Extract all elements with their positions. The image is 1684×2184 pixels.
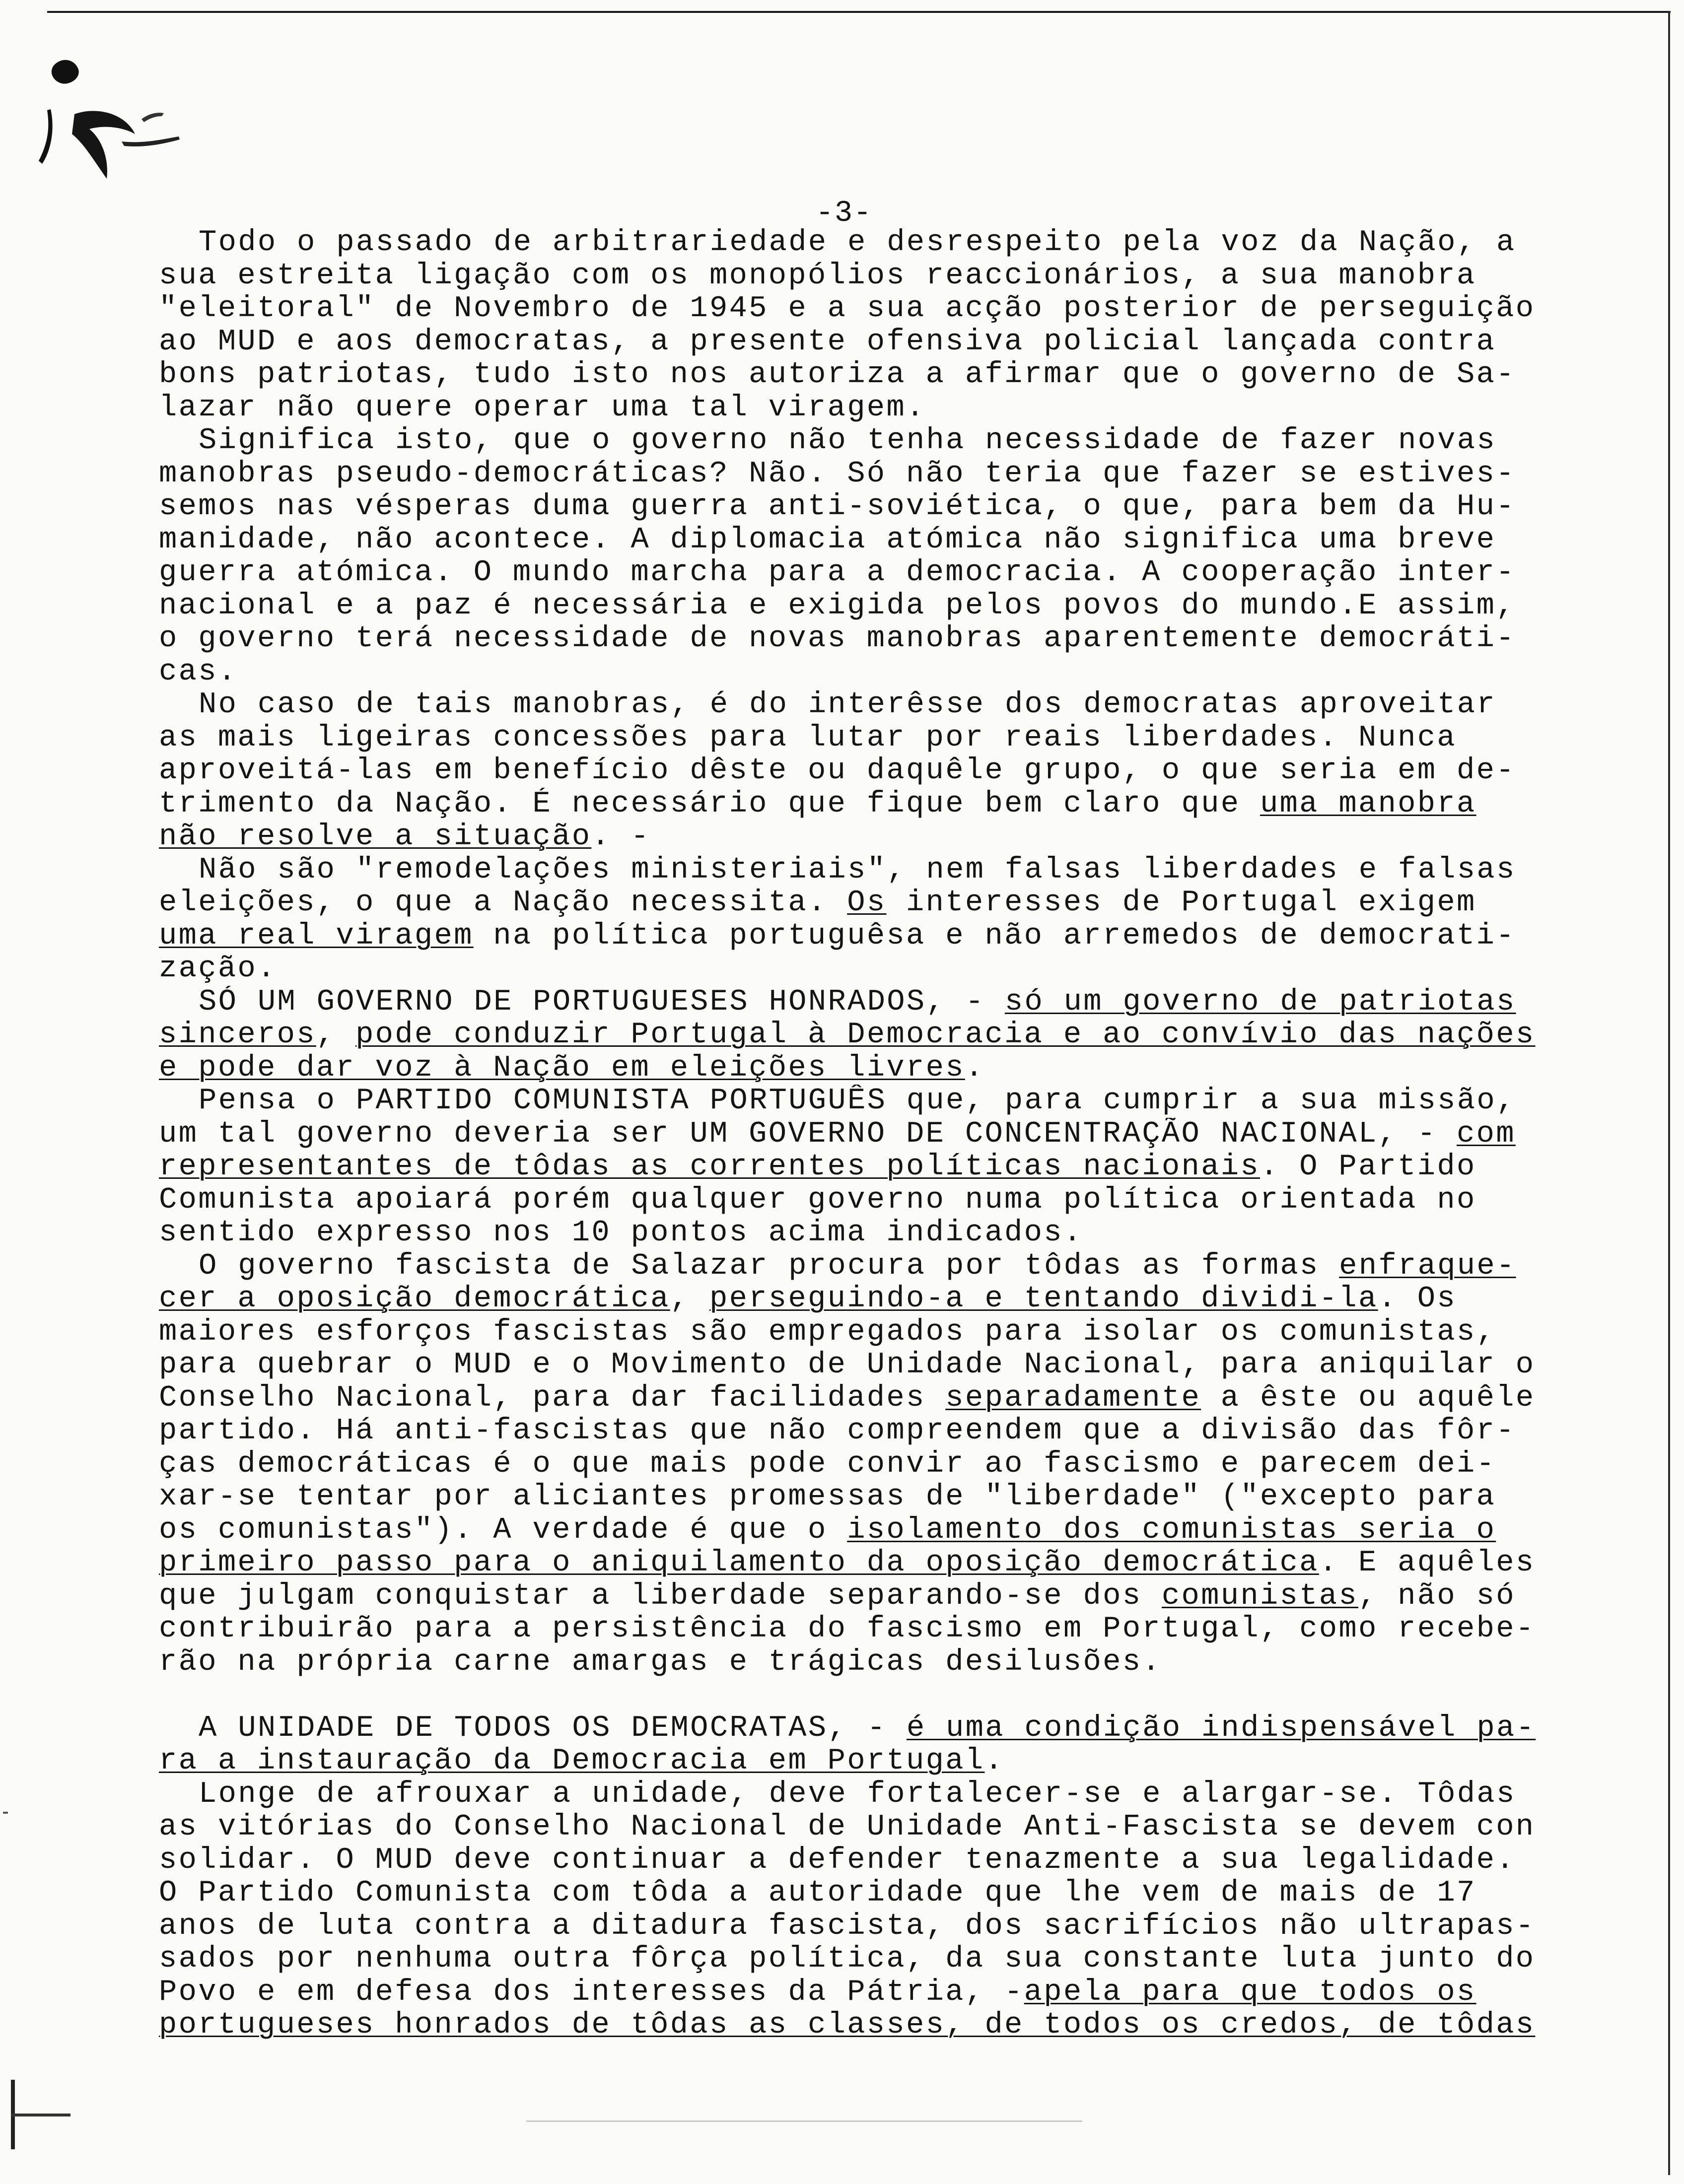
text-line bbox=[159, 1943, 1559, 1976]
line-text: Comunista apoiará porém qualquer governo numa política orientada no bbox=[159, 1183, 1476, 1217]
text-line bbox=[159, 590, 1559, 623]
text-line bbox=[159, 1844, 1559, 1877]
line-text: Significa isto, que o governo não tenha necessidade de fazer novas bbox=[199, 424, 1496, 458]
line-text: contribuirão para a persistência do fascismo em Portugal, como recebe- bbox=[159, 1613, 1536, 1646]
text-line bbox=[159, 392, 1559, 425]
text-line bbox=[159, 887, 1559, 920]
line-text: . Os bbox=[1378, 1283, 1457, 1316]
line-text: sua estreita ligação com os monopólios reaccionários, a sua manobra bbox=[159, 259, 1476, 292]
text-line bbox=[159, 1349, 1559, 1382]
line-text: Não são "remodelações ministeriais", nem falsas liberdades e falsas bbox=[199, 853, 1516, 887]
page-right-edge bbox=[1668, 11, 1670, 2175]
line-text: maiores esforços fascistas são empregados para isolar os comunistas, bbox=[159, 1315, 1496, 1349]
text-line bbox=[159, 1151, 1559, 1184]
text-line bbox=[159, 1910, 1559, 1943]
line-text: cas. bbox=[159, 655, 238, 688]
page-top-edge bbox=[47, 11, 1671, 13]
text-line bbox=[159, 490, 1559, 524]
line-text: O Partido Comunista com tôda a autoridade que lhe vem de mais de 17 bbox=[159, 1877, 1476, 1910]
underlined-text: separadamente bbox=[945, 1381, 1201, 1415]
text-line bbox=[159, 358, 1559, 392]
line-text: Povo e em defesa dos interesses da Pátria, - bbox=[159, 1976, 1024, 2009]
text-line bbox=[159, 788, 1559, 821]
page-number: -3- bbox=[815, 197, 873, 230]
line-text: . E aquêles bbox=[1319, 1547, 1536, 1580]
underlined-text: uma manobra bbox=[1260, 787, 1476, 820]
text-line bbox=[159, 2009, 1559, 2042]
text-line bbox=[159, 754, 1559, 788]
text-line bbox=[159, 1976, 1559, 2009]
underlined-text: ra a instauração da Democracia em Portugal bbox=[159, 1745, 985, 1778]
text-line bbox=[159, 986, 1559, 1019]
paragraph-gap bbox=[159, 1679, 1559, 1712]
line-text: que julgam conquistar a liberdade separando-se dos bbox=[159, 1579, 1162, 1613]
line-text: , não só bbox=[1358, 1579, 1516, 1613]
underlined-text: representantes de tôdas as correntes políticas nacionais bbox=[159, 1151, 1260, 1184]
underlined-text: e pode dar voz à Nação em eleições livres bbox=[159, 1051, 965, 1085]
line-text: lazar não quere operar uma tal viragem. bbox=[159, 391, 926, 424]
text-line bbox=[159, 1778, 1559, 1811]
line-text: xar-se tentar por aliciantes promessas de "liberdade" ("excepto para bbox=[159, 1481, 1496, 1514]
underlined-text: é uma condição indispensável pa- bbox=[906, 1711, 1536, 1745]
text-line bbox=[159, 1580, 1559, 1613]
text-line bbox=[159, 1415, 1559, 1448]
text-line bbox=[159, 524, 1559, 557]
line-text: os comunistas"). A verdade é que o bbox=[159, 1513, 847, 1547]
text-line bbox=[159, 424, 1559, 458]
line-text: as mais ligeiras concessões para lutar por reais liberdades. Nunca bbox=[159, 721, 1457, 754]
line-text: as vitórias do Conselho Nacional de Unidade Anti-Fascista se devem con bbox=[159, 1811, 1536, 1844]
line-text: anos de luta contra a ditadura fascista, dos sacrifícios não ultrapas- bbox=[159, 1910, 1536, 1943]
text-line bbox=[159, 1712, 1559, 1745]
line-text: Longe de afrouxar a unidade, deve fortalecer-se e alargar-se. Tôdas bbox=[199, 1777, 1516, 1811]
footer-rule bbox=[526, 2120, 1082, 2122]
underlined-text: portugueses honrados de tôdas as classes, de todos os credos, de tôdas bbox=[159, 2009, 1536, 2042]
text-line bbox=[159, 1646, 1559, 1679]
text-line bbox=[159, 953, 1559, 986]
line-text: sentido expresso nos 10 pontos acima indicados. bbox=[159, 1217, 1083, 1250]
line-text: . O Partido bbox=[1260, 1151, 1476, 1184]
line-text: aproveitá-las em benefício dêste ou daquêle grupo, o que seria em de- bbox=[159, 754, 1516, 788]
line-text: manobras pseudo-democráticas? Não. Só não teria que fazer se estives- bbox=[159, 457, 1516, 490]
text-line bbox=[159, 1547, 1559, 1580]
text-line bbox=[159, 920, 1559, 953]
text-line bbox=[159, 292, 1559, 326]
text-line bbox=[159, 1217, 1559, 1250]
text-line bbox=[159, 1052, 1559, 1085]
line-text: solidar. O MUD deve continuar a defender tenazmente a sua legalidade. bbox=[159, 1843, 1516, 1877]
text-line bbox=[159, 1118, 1559, 1151]
underlined-text: isolamento dos comunistas seria o bbox=[847, 1513, 1496, 1547]
text-line bbox=[159, 1481, 1559, 1514]
text-line bbox=[159, 688, 1559, 722]
underlined-text: pode conduzir Portugal à Democracia e ao convívio das nações bbox=[355, 1019, 1536, 1052]
line-text: interesses de Portugal exigem bbox=[886, 887, 1476, 920]
margin-tick bbox=[3, 1812, 8, 1814]
line-text: na política portuguêsa e não arremedos de democrati- bbox=[473, 919, 1516, 953]
text-line bbox=[159, 1283, 1559, 1316]
text-line bbox=[159, 1613, 1559, 1646]
text-line bbox=[159, 458, 1559, 491]
text-line bbox=[159, 226, 1559, 260]
text-line bbox=[159, 1019, 1559, 1052]
text-line bbox=[159, 1745, 1559, 1778]
line-text: No caso de tais manobras, é do interêsse dos democratas aproveitar bbox=[199, 688, 1496, 722]
text-line bbox=[159, 556, 1559, 590]
line-text: para quebrar o MUD e o Movimento de Unidade Nacional, para aniquilar o bbox=[159, 1349, 1536, 1382]
line-text: ças democráticas é o que mais pode convir ao fascismo e parecem dei- bbox=[159, 1447, 1496, 1481]
underlined-text: cer a oposição democrática bbox=[159, 1283, 670, 1316]
line-text: A UNIDADE DE TODOS OS DEMOCRATAS, - bbox=[199, 1711, 907, 1745]
underlined-text: com bbox=[1457, 1117, 1516, 1151]
binding-mark-bottom bbox=[11, 2114, 70, 2116]
text-line bbox=[159, 1316, 1559, 1349]
line-text: a êste ou aquêle bbox=[1201, 1381, 1536, 1415]
underlined-text: Os bbox=[847, 887, 887, 920]
line-text: Todo o passado de arbitrariedade e desrespeito pela voz da Nação, a bbox=[199, 226, 1516, 260]
text-line bbox=[159, 1448, 1559, 1481]
line-text: Pensa o PARTIDO COMUNISTA PORTUGUÊS que, para cumprir a sua missão, bbox=[199, 1085, 1516, 1118]
ink-smudge-mark bbox=[20, 40, 209, 189]
underlined-text: perseguindo-a e tentando dividi-la bbox=[709, 1283, 1378, 1316]
line-text: nacional e a paz é necessária e exigida pelos povos do mundo.E assim, bbox=[159, 589, 1516, 622]
text-line bbox=[159, 820, 1559, 854]
line-text: bons patriotas, tudo isto nos autoriza a afirmar que o governo de Sa- bbox=[159, 358, 1516, 392]
text-line bbox=[159, 1811, 1559, 1844]
line-text: zação. bbox=[159, 953, 277, 986]
document-body bbox=[159, 226, 1559, 2042]
text-line bbox=[159, 1184, 1559, 1217]
underlined-text: apela para que todos os bbox=[1024, 1976, 1476, 2009]
line-text: SÓ UM GOVERNO DE PORTUGUESES HONRADOS, - bbox=[199, 985, 1005, 1019]
line-text: . - bbox=[591, 820, 651, 854]
line-text: , bbox=[670, 1283, 709, 1316]
line-text: eleições, o que a Nação necessita. bbox=[159, 887, 847, 920]
line-text: rão na própria carne amargas e trágicas desilusões. bbox=[159, 1645, 1162, 1679]
text-line bbox=[159, 854, 1559, 887]
underlined-text: primeiro passo para o aniquilamento da oposição democrática bbox=[159, 1547, 1319, 1580]
line-text: O governo fascista de Salazar procura por tôdas as formas bbox=[199, 1249, 1339, 1283]
line-text: sados por nenhuma outra fôrça política, da sua constante luta junto do bbox=[159, 1943, 1536, 1976]
line-text: "eleitoral" de Novembro de 1945 e a sua acção posterior de perseguição bbox=[159, 292, 1536, 326]
underlined-text: uma real viragem bbox=[159, 919, 474, 953]
text-line bbox=[159, 1382, 1559, 1415]
line-text: manidade, não acontece. A diplomacia atómica não significa uma breve bbox=[159, 523, 1496, 556]
line-text: trimento da Nação. É necessário que fique bem claro que bbox=[159, 787, 1260, 820]
text-line bbox=[159, 1250, 1559, 1283]
text-line bbox=[159, 326, 1559, 359]
line-text: semos nas vésperas duma guerra anti-soviética, o que, para bem da Hu- bbox=[159, 490, 1516, 524]
line-text: , bbox=[316, 1019, 356, 1052]
line-text: um tal governo deveria ser UM GOVERNO DE CONCENTRAÇÃO NACIONAL, - bbox=[159, 1117, 1457, 1151]
underlined-text: enfraque- bbox=[1339, 1249, 1516, 1283]
underlined-text: comunistas bbox=[1161, 1579, 1358, 1613]
text-line bbox=[159, 1514, 1559, 1547]
text-line bbox=[159, 722, 1559, 755]
text-line bbox=[159, 1085, 1559, 1118]
line-text: . bbox=[965, 1051, 985, 1085]
line-text: o governo terá necessidade de novas manobras aparentemente democráti- bbox=[159, 622, 1516, 656]
text-line bbox=[159, 656, 1559, 689]
line-text: Conselho Nacional, para dar facilidades bbox=[159, 1381, 946, 1415]
line-text: partido. Há anti-fascistas que não compreendem que a divisão das fôr- bbox=[159, 1415, 1516, 1448]
line-text: . bbox=[984, 1745, 1005, 1778]
line-text: ao MUD e aos democratas, a presente ofensiva policial lançada contra bbox=[159, 325, 1496, 358]
line-text: guerra atómica. O mundo marcha para a democracia. A cooperação inter- bbox=[159, 556, 1516, 590]
underlined-text: sinceros bbox=[159, 1019, 316, 1052]
underlined-text: não resolve a situação bbox=[159, 820, 592, 854]
text-line bbox=[159, 622, 1559, 656]
underlined-text: só um governo de patriotas bbox=[1004, 985, 1516, 1019]
text-line bbox=[159, 1877, 1559, 1910]
text-line bbox=[159, 260, 1559, 293]
